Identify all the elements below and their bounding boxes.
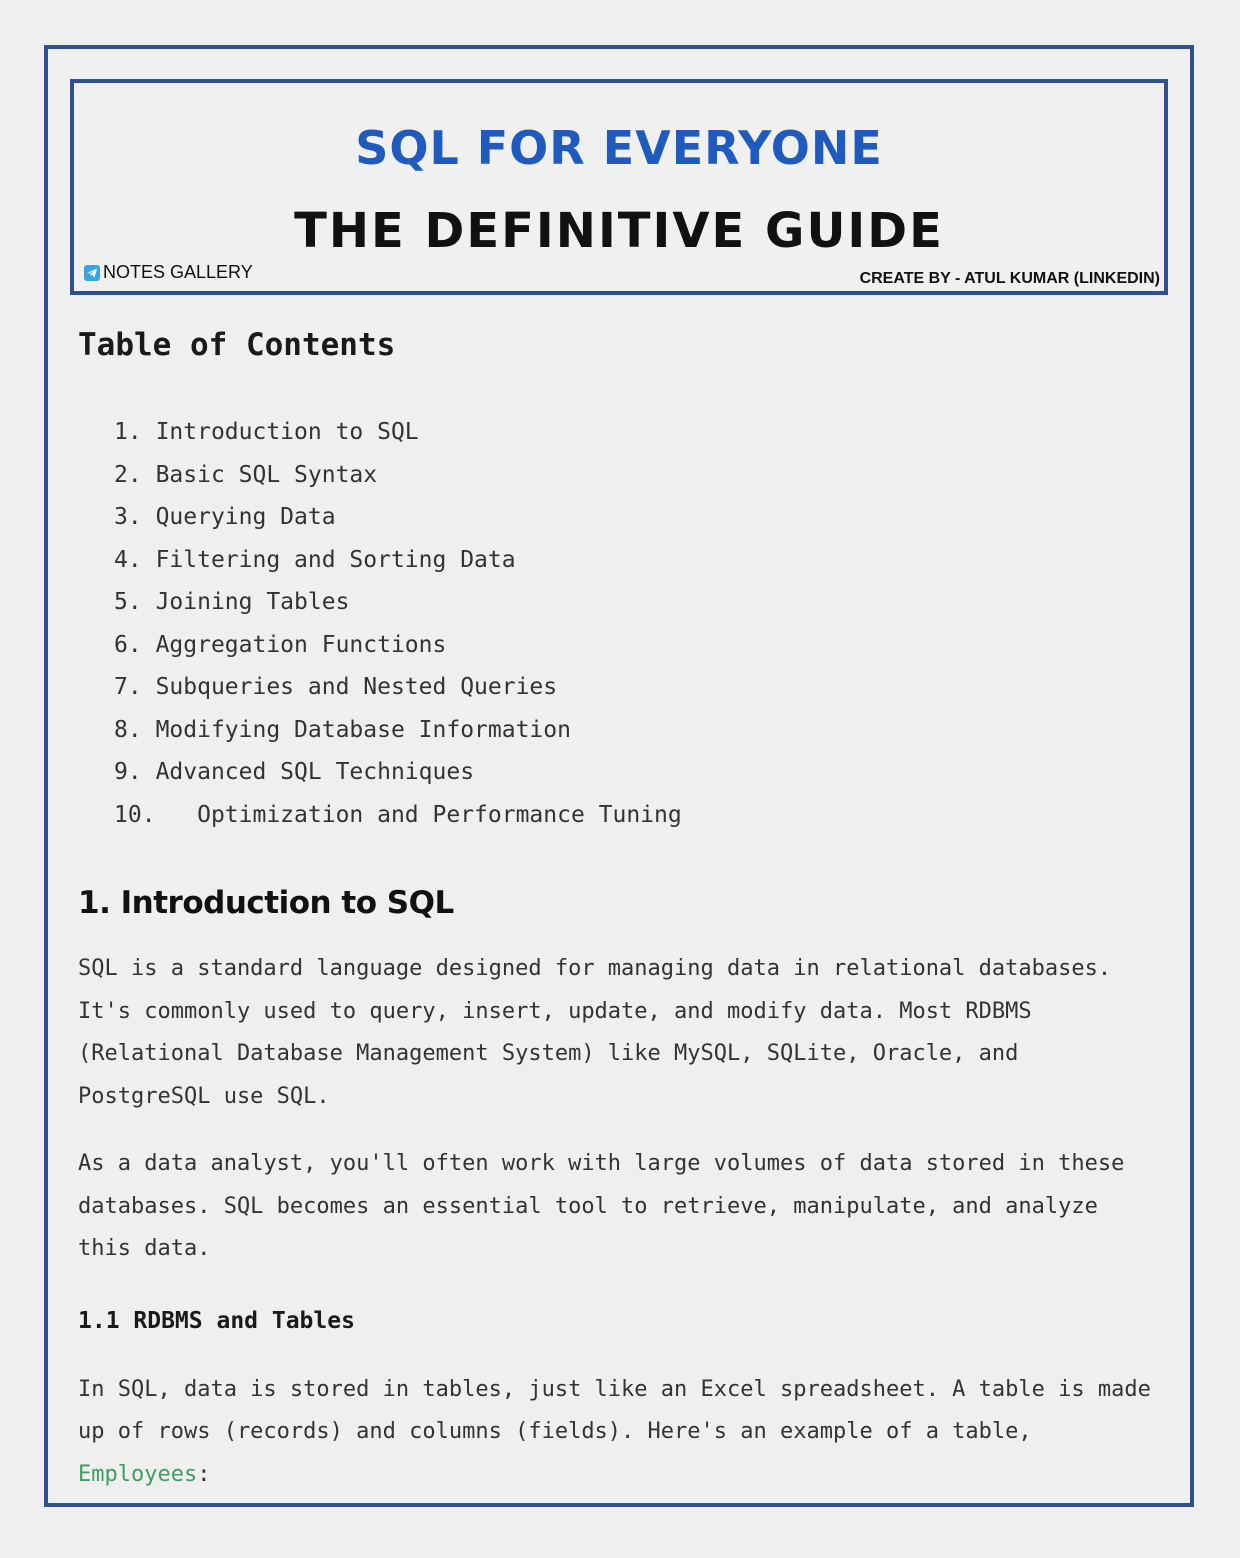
brand-watermark: [84, 262, 253, 283]
title-line-2: THE DEFINITIVE GUIDE: [294, 203, 944, 259]
telegram-icon: [84, 265, 100, 281]
subsection-heading-rdbms: 1.1 RDBMS and Tables: [78, 1307, 355, 1334]
toc-item: 1. Introduction to SQL: [114, 419, 419, 445]
title-banner: [70, 79, 1168, 295]
intro-paragraph-2: As a data analyst, you'll often work with large volumes of data stored in these databases. SQL becomes an essential tool to retrieve, manipulate, and analyze this data.: [78, 1151, 1125, 1261]
toc-item: 8. Modifying Database Information: [114, 716, 571, 743]
rdbms-paragraph: In SQL, data is stored in tables, just like an Excel spreadsheet. A table is made up of rows (records) and columns (fields). Here's an example of a table, Employees:: [78, 1376, 1151, 1487]
section-heading-introduction: 1. Introduction to SQL: [78, 885, 454, 921]
toc-item: 5. Joining Tables: [114, 589, 350, 615]
intro-paragraph-1: SQL is a standard language designed for managing data in relational databases. It's commonly used to query, insert, update, and modify data. Most RDBMS (Relational Database Management System) like MySQL, SQLite, Oracle, and PostgreSQL use SQL.: [78, 956, 1112, 1109]
toc-title: Table of Contents: [78, 327, 396, 363]
toc-item: 9. Advanced SQL Techniques: [114, 759, 475, 785]
code-term-employees: Employees: [78, 1461, 198, 1487]
toc-item: 2. Basic SQL Syntax: [114, 461, 378, 488]
title-line-1: SQL FOR EVERYONE: [355, 121, 883, 175]
toc-item: 3. Querying Data: [114, 504, 336, 530]
document-body: [78, 321, 1168, 1496]
page-frame: [44, 45, 1194, 1507]
brand-label: NOTES GALLERY: [103, 262, 253, 282]
toc-item: 10. Optimization and Performance Tuning: [114, 801, 682, 828]
toc-item: 7. Subqueries and Nested Queries: [114, 674, 558, 700]
toc-list: [78, 411, 1168, 836]
toc-item: 4. Filtering and Sorting Data: [114, 546, 516, 573]
author-credit: CREATE BY - ATUL KUMAR (LINKEDIN): [859, 270, 1160, 287]
toc-item: 6. Aggregation Functions: [114, 631, 447, 658]
